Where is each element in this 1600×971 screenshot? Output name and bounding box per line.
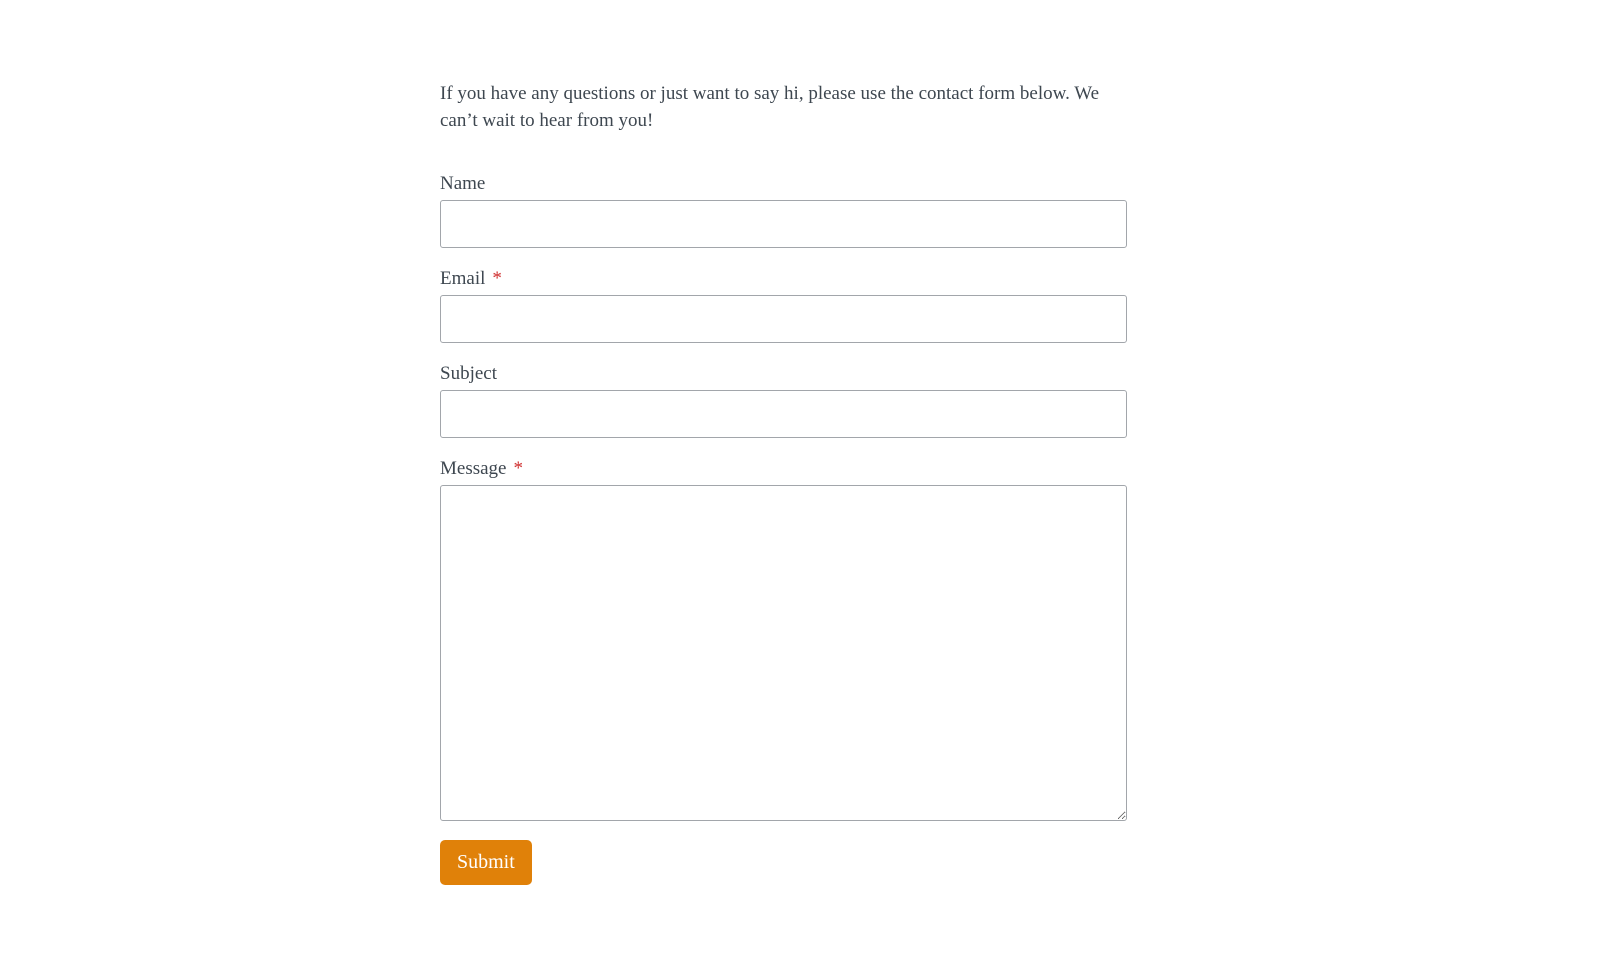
required-asterisk: * (513, 458, 523, 479)
subject-label (440, 364, 1127, 384)
name-field-group (440, 174, 1127, 248)
submit-button[interactable]: Submit (440, 840, 532, 885)
email-label-text: Email (440, 268, 486, 289)
required-asterisk: * (492, 268, 502, 289)
email-label (440, 269, 1127, 289)
contact-form (440, 174, 1127, 885)
name-label (440, 174, 1127, 194)
subject-label-text: Subject (440, 363, 497, 384)
name-label-text: Name (440, 173, 486, 194)
message-textarea[interactable] (440, 485, 1127, 821)
subject-input[interactable] (440, 390, 1127, 438)
message-field-group (440, 459, 1127, 821)
message-label (440, 459, 1127, 479)
subject-field-group (440, 364, 1127, 438)
name-input[interactable] (440, 200, 1127, 248)
email-field-group (440, 269, 1127, 343)
intro-text: If you have any questions or just want to say hi, please use the contact form below. We can’t wait to hear from you! (440, 83, 1100, 131)
email-input[interactable] (440, 295, 1127, 343)
message-label-text: Message (440, 458, 507, 479)
contact-form-section (440, 80, 1127, 885)
